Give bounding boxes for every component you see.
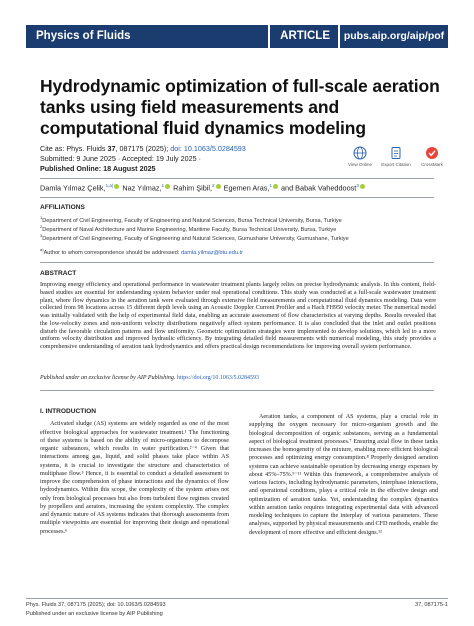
paragraph: Activated sludge (AS) systems are widely regarded as one of the most effective biological approaches for wastewater treatment.¹ The functioning of these systems is based on the ability of micro-organisms to decompose organic substances, which results in water purification.²⁻⁴ Given that interactions among gas, liquid, and solid phases take place within AS systems, it is crucial to investigate the structure and characteristics of multiphase flow.⁵ Hence, it is essential to conduct a detailed assessment to improve the comprehension of phase interactions and the dynamics of flow hydrodynamics. Within this scope, the complexity of the system arises not only from biological processes but also from turbulent flow regimes created by propellers and aerators, increasing the system complexity. The complex and dynamic nature of AS systems indicates that thorough assessments from multiple viewpoints are essential for improving their design and operational processes.⁶	[40, 421, 229, 535]
divider	[40, 262, 434, 263]
footer-citation: Phys. Fluids 37, 087175 (2025); doi: 10.1063/5.0284593	[26, 602, 166, 608]
affiliation-text: Department of Naval Architecture and Marine Engineering, Maritime Faculty, Bursa Technical University, Bursa, Turkiye	[42, 226, 337, 233]
article-title: Hydrodynamic optimization of full-scale aeration tanks using field measurements and computational fluid dynamics modeling	[40, 76, 440, 138]
author-affil-sup: 3	[356, 183, 359, 188]
orcid-icon[interactable]	[273, 184, 278, 189]
author-affil-sup: 1	[161, 183, 165, 188]
affiliation-sup: 3	[40, 233, 43, 238]
journal-url-link[interactable]: pubs.aip.org/aip/pof	[340, 25, 448, 48]
correspondence-line	[40, 245, 440, 258]
dates-line: Submitted: 9 June 2025 · Accepted: 19 July 2025 ·	[40, 154, 202, 163]
crossmark-button[interactable]	[414, 146, 450, 167]
author-affil-sup: 1,a)	[105, 183, 114, 188]
footer-page-number: 37, 087175-1	[415, 602, 448, 608]
abstract-heading: ABSTRACT	[40, 270, 77, 277]
orcid-icon[interactable]	[114, 184, 119, 189]
crossmark-label: CrossMark	[421, 162, 443, 167]
view-online-label: View Online	[348, 162, 372, 167]
article-type-label: ARTICLE	[270, 25, 338, 48]
author-name[interactable]: Egemen Aras,	[223, 183, 270, 193]
cite-volume: 37	[107, 144, 116, 153]
cite-line	[40, 144, 340, 154]
intro-left-column	[40, 408, 229, 536]
affiliation-item	[40, 231, 440, 244]
correspondence-sup: a)	[40, 247, 44, 252]
affiliation-text: Department of Civil Engineering, Faculty of Engineering and Natural Sciences, Gumushane University, Gumushane, Turkiye	[42, 235, 349, 242]
affiliation-sup: 1	[40, 215, 43, 220]
license-text: Published under an exclusive license by AIP Publishing.	[40, 375, 177, 381]
crossmark-icon	[425, 146, 439, 160]
export-citation-icon	[389, 146, 403, 160]
published-line: Published Online: 18 August 2025	[40, 164, 156, 173]
divider	[40, 197, 434, 198]
correspondence-email-link[interactable]: damla.yilmaz@btu.edu.tr	[181, 249, 243, 256]
author-name[interactable]: Rahim Şibil,	[173, 183, 213, 193]
author-affil-sup: 1	[269, 183, 272, 188]
view-online-button[interactable]	[342, 146, 378, 167]
affiliation-text: Department of Civil Engineering, Faculty of Engineering and Natural Sciences, Bursa Technical University, Bursa, Turkiye	[42, 217, 342, 224]
correspondence-text: Author to whom correspondence should be addressed:	[43, 249, 182, 256]
author-name[interactable]: and Babak Vaheddoost	[280, 183, 357, 193]
orcid-icon[interactable]	[360, 184, 365, 189]
abstract-text: Improving energy efficiency and operational performance in wastewater treatment plants largely relies on precise hydrodynamic analysis. In this content, field-based studies are essential for understanding system behavior under real operational conditions. This study was conducted at a full-scale wastewater treatment plant, where flow dynamics in the aeration tank were evaluated through extensive field measurements and computational fluid dynamics modeling. Data were collected from 98 locations across 15 different depth levels using an Acoustic Doppler Current Profiler and a Hach FH950 velocity meter. The numerical model was initially validated with the help of experimental field data, enabling an accurate assessment of flow characteristics at varying depths. Results revealed that the low-velocity zones and non-uniform velocity distributions negatively affect system performance. It is also concluded that the inlet and outlet positions disturb the favorable circulation patterns and flow uniformity. Geometric optimization strategies were implemented to develop solutions, which led to a more uniform velocity distribution and improved hydraulic efficiency. By integrating detailed field measurements with numerical modeling, this study provides a comprehensive understanding of aeration tank hydrodynamics and offers practical design recommendations for improving overall system performance.	[40, 282, 436, 350]
license-doi-link[interactable]: https://doi.org/10.1063/5.0284593	[176, 375, 259, 381]
author-affil-sup: 2	[212, 183, 215, 188]
divider	[40, 178, 434, 179]
affiliation-sup: 2	[40, 224, 43, 229]
divider	[40, 390, 434, 391]
author-name[interactable]: Naz Yılmaz,	[122, 183, 162, 193]
intro-right-column	[249, 413, 438, 537]
paragraph: Aeration tanks, a component of AS systems, play a crucial role in supplying the oxygen necessary for micro-organism growth and the biological decomposition of organic substances, serving as a fundamental aspect of biological treatment processes.⁷ Ensuring axial flow in these tanks increases the homogeneity of the mixture, enabling more efficient biological processes and optimizing energy consumption.⁸ Properly designed aeration systems can achieve sustainable operation by decreasing energy expenses by about 45%–75%.⁹⁻¹¹ Within this framework, a comprehensive analysis of various factors, including hydrodynamic parameters, interphase interactions, and operational conditions, plays a critical role in the effective design and optimization of aeration tanks. Yet, understanding the complex dynamics within aeration tanks requires integrating experimental data with advanced modeling techniques to capture the interplay of various parameters. These analyses, supported by physical measurements and CFD methods, enable the development of more effective and efficient designs.¹²	[249, 414, 438, 536]
author-list	[40, 183, 440, 192]
journal-header	[0, 0, 474, 56]
footer-divider	[26, 598, 448, 599]
orcid-icon[interactable]	[216, 184, 221, 189]
license-line	[40, 375, 436, 381]
export-citation-label: Export Citation	[381, 162, 411, 167]
export-citation-button[interactable]	[378, 146, 414, 167]
cite-rest: , 087175 (2025);	[115, 144, 171, 153]
doi-link[interactable]: doi: 10.1063/5.0284593	[170, 144, 246, 153]
journal-name[interactable]: Physics of Fluids	[26, 25, 268, 48]
section-heading: I. INTRODUCTION	[40, 408, 97, 415]
orcid-icon[interactable]	[165, 184, 170, 189]
footer-left	[26, 601, 326, 619]
view-online-icon	[353, 146, 367, 160]
citation-meta	[40, 144, 340, 174]
cite-prefix: Cite as: Phys. Fluids	[40, 144, 108, 153]
affiliations-heading: AFFILIATIONS	[40, 204, 85, 211]
article-actions	[342, 146, 450, 176]
author-name[interactable]: Damla Yılmaz Çelik,	[40, 183, 106, 193]
footer-license: Published under an exclusive license by AIP Publishing	[26, 611, 163, 617]
